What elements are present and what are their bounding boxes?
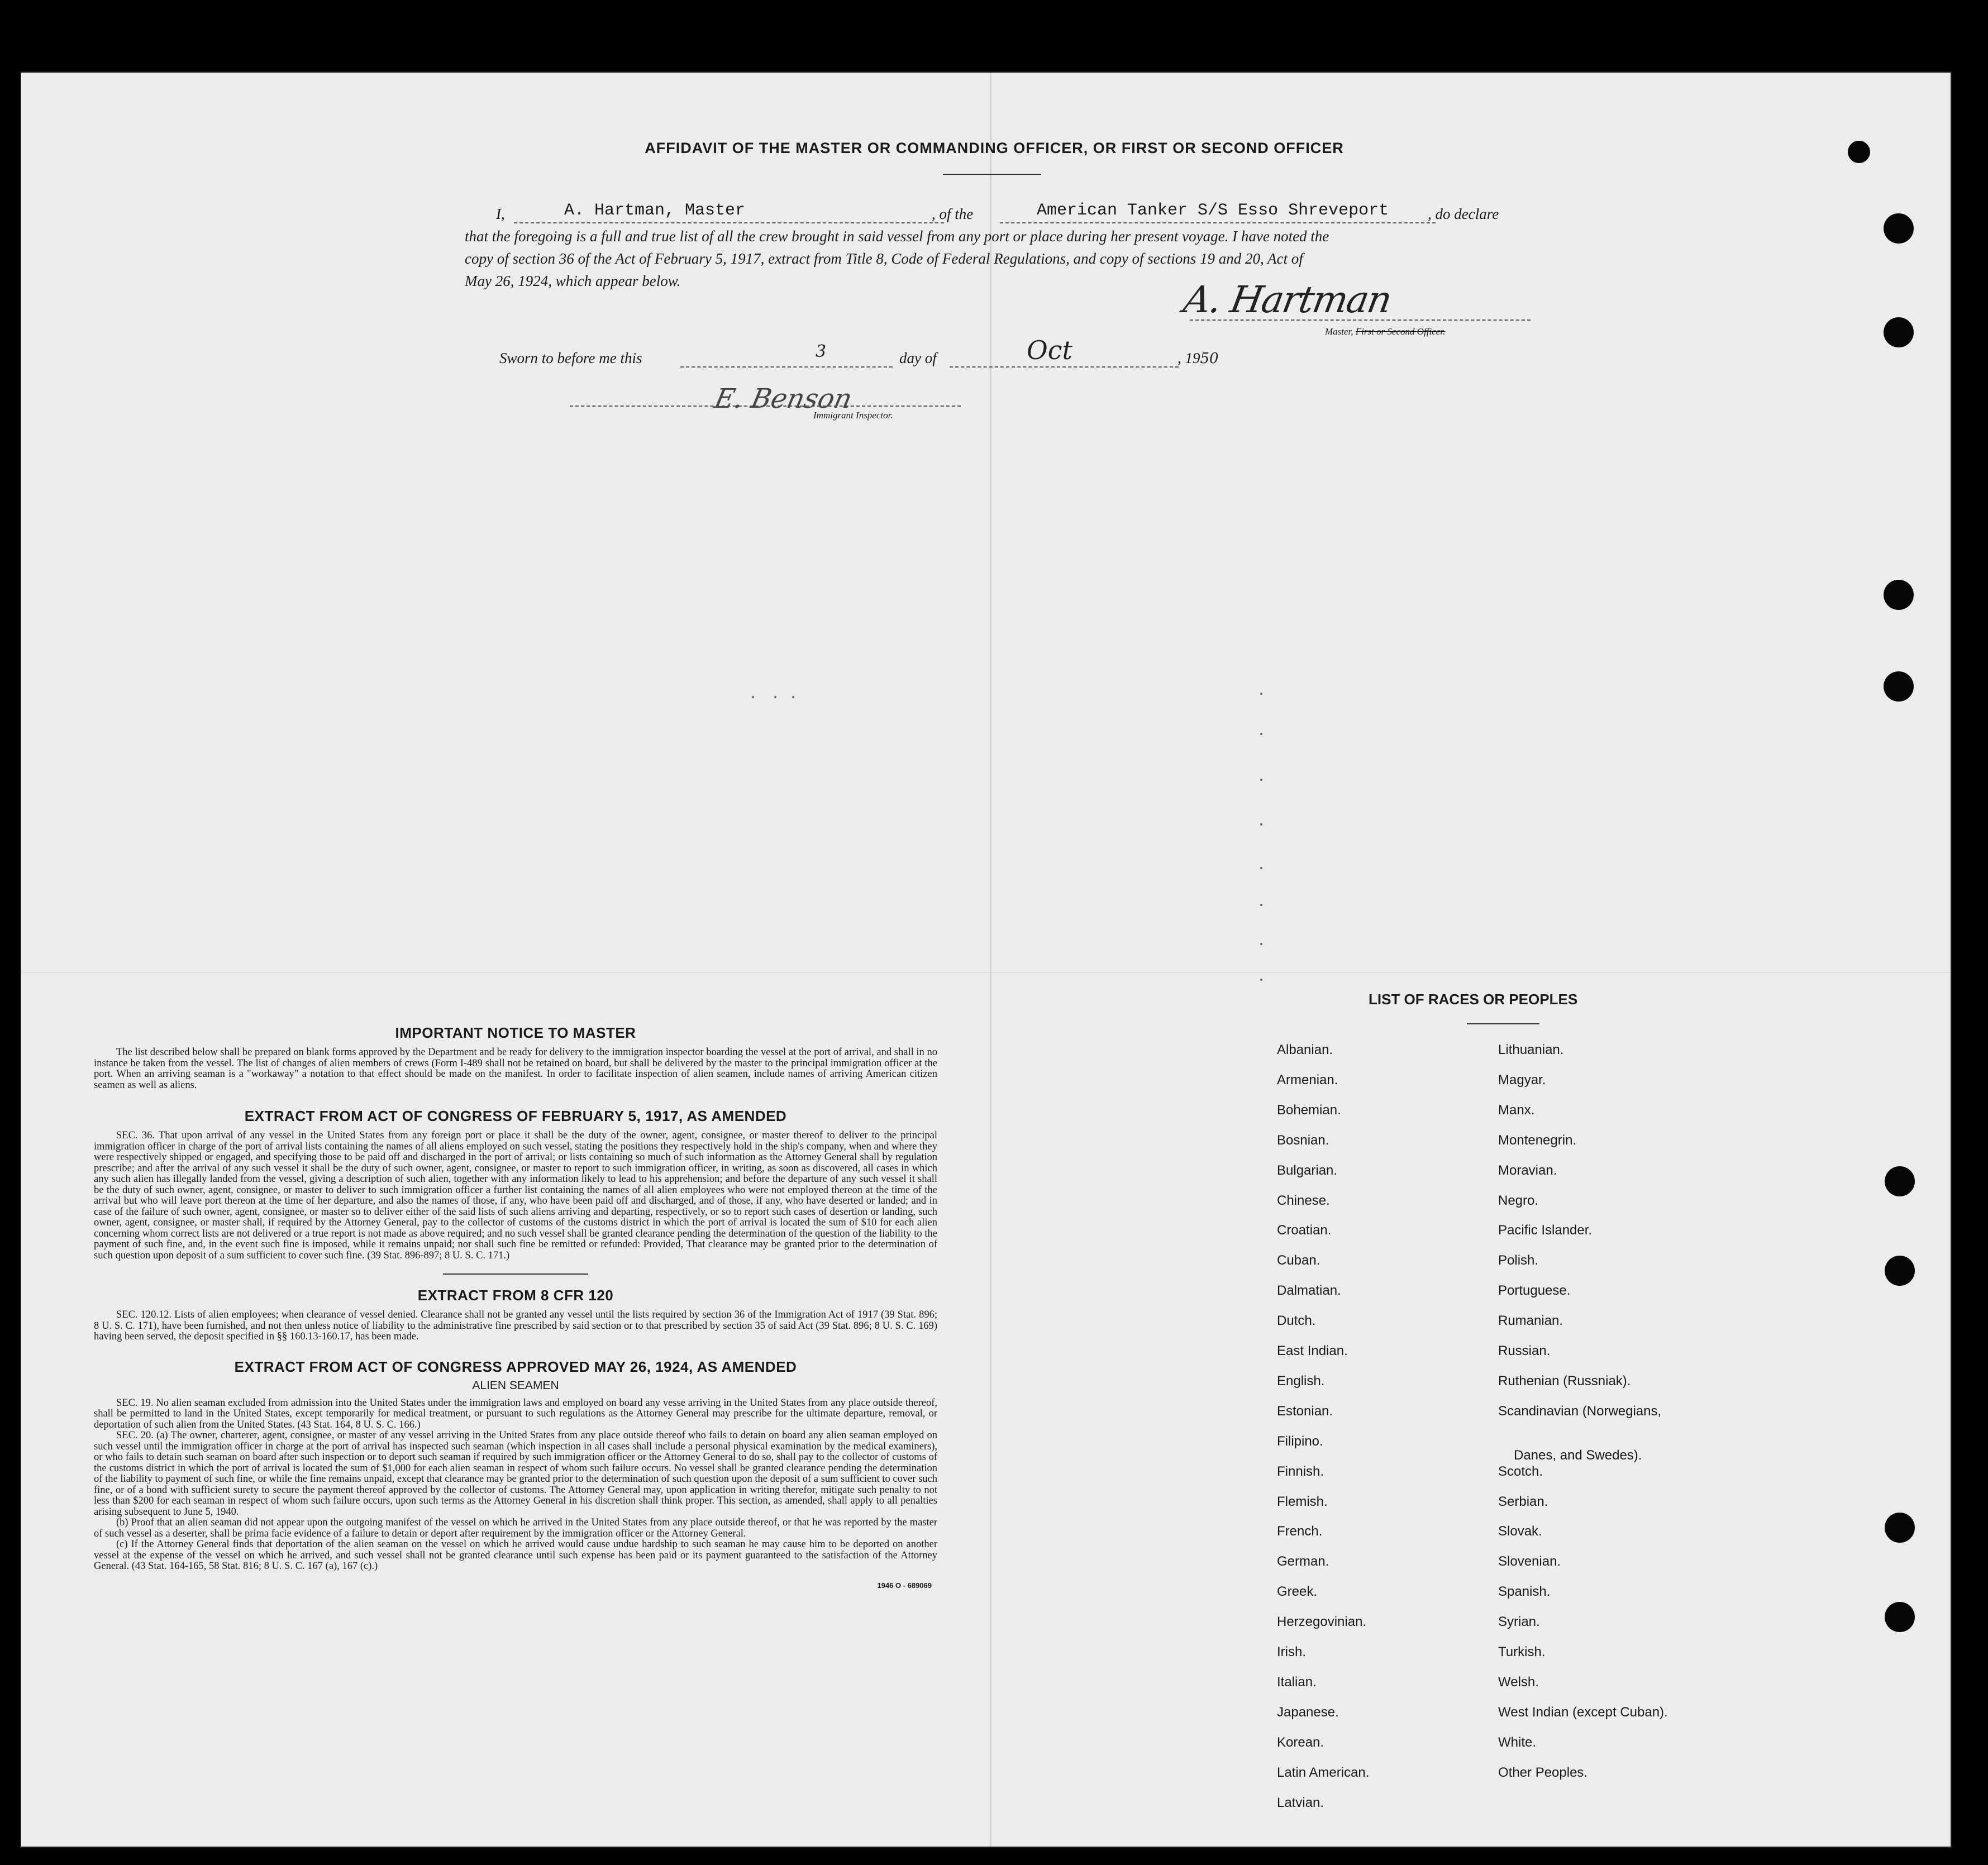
extract3-title: EXTRACT FROM ACT OF CONGRESS APPROVED MAY 26, 1924, AS AMENDED [234,1358,797,1375]
day-of-label: day of [899,350,937,366]
race-item: Spanish. [1498,1584,1551,1600]
vessel-name: American Tanker S/S Esso Shreveport [1037,201,1389,220]
extract3-para: SEC. 20. (a) The owner, charterer, agent, consignee, or master of any vessel arriving in the United States from any place outside thereof who fails to detain on board any alien seaman employed on such vessel until the immigration officer in charge at the port of arrival has inspected such seaman (which inspection in all cases shall include a personal physical examination by the medical examiners), or who fails to detain such seaman on board after such inspection or to deport such seaman if required by such immigration officer or the Attorney General to do so, shall pay to the collector of customs of the customs district in which the port of arrival is located the sum of $1,000 for each alien seaman in respect of whom such failure occurs. No vessel shall be granted clearance pending the determination of the liability to payment of such fine, or while the fine remains unpaid, except that clearance may be granted prior to the determination of such question upon the deposit of a sum sufficient to cover such fine, or of a bond with sufficient surety to secure the payment thereof approved by the collector of customs. The Attorney General may, upon application in writing therefor, mitigate such penalty to not less than $200 for each seaman in respect of whom such failure occurs, upon such terms as the Attorney General in his discretion shall think proper. This section, as amended, shall apply to all penalties arising subsequent to June 5, 1940. [94,1430,937,1518]
race-item: Dutch. [1277,1313,1316,1329]
binder-hole [1885,1166,1915,1196]
race-item: Slovenian. [1498,1554,1561,1570]
races-rule [1467,1023,1539,1024]
race-item: Bosnian. [1277,1132,1329,1148]
binder-hole [1885,1602,1915,1632]
race-item: Danes, and Swedes). [1514,1447,1642,1463]
speck [1260,867,1262,869]
race-item: Estonian. [1277,1403,1333,1419]
binder-hole [1885,1256,1915,1286]
sworn-day: 3 [816,342,827,361]
races-title: LIST OF RACES OR PEOPLES [1369,991,1578,1008]
notice-column [94,1024,937,1590]
speck [1260,823,1262,826]
race-item: Cuban. [1277,1253,1320,1268]
race-item: East Indian. [1277,1343,1348,1358]
race-item: Irish. [1277,1644,1307,1659]
caption-struck: First or Second Officer. [1355,326,1446,337]
binder-hole [1885,1513,1915,1543]
title-rule [943,174,1041,175]
extract3-para: (b) Proof that an alien seaman did not appear upon the outgoing manifest of the vessel on which he arrived in the United States from any place outside thereof, or that he was reported by the master of such vessel as a deserter, shall be prima facie evidence of a failure to detain or deport after requirement by the immigration officer or the Attorney General. [94,1517,937,1539]
affidavit-body-line: copy of section 36 of the Act of February 5, 1917, extract from Title 8, Code of Federal Regulations, and copy of sections 19 and 20, Act of [465,250,1303,267]
race-item: Greek. [1277,1584,1318,1600]
race-item: Italian. [1277,1674,1317,1690]
race-item: Flemish. [1277,1494,1328,1509]
race-item: Dalmatian. [1277,1283,1341,1299]
race-item: Croatian. [1277,1223,1332,1238]
master-signature: A. Hartman [1180,278,1394,321]
notice-title: IMPORTANT NOTICE TO MASTER [395,1024,636,1041]
race-item: Other Peoples. [1498,1764,1588,1780]
extract3-subtitle: ALIEN SEAMEN [472,1379,559,1392]
race-item: White. [1498,1734,1537,1750]
sworn-year: 50 [1200,350,1219,367]
race-item: Portuguese. [1498,1283,1571,1299]
race-item: Albanian. [1277,1042,1333,1057]
year-label [1177,350,1219,367]
speck [1260,779,1262,781]
race-item: French. [1277,1524,1323,1539]
race-item: West Indian (except Cuban). [1498,1704,1668,1720]
extract1-body: SEC. 36. That upon arrival of any vessel in the United States from any foreign port or place it shall be the duty of the owner, agent, consignee, or master thereof to deliver to the principal immigration officer in charge of the port of arrival lists containing the names of all aliens employed on such vessel, stating the positions they respectively hold in the ship's company, when and where they were respectively shipped or engaged, and specifying those to be paid off and discharged in the port of arrival; or lists containing so much of such information as the Attorney General shall by regulation prescribe; and after the arrival of any such vessel it shall be the duty of such owner, agent, consignee, or master to report to such immigration officer, in writing, as soon as discovered, all cases in which any such alien has illegally landed from the vessel, giving a description of such alien, together with any information likely to lead to his apprehension; and before the departure of any such vessel it shall be the duty of such owner, agent, consignee, or master to deliver to such immigration officer a further list containing the names of all alien employees who were not employed thereon at the time of the arrival but who will leave port thereon at the time of her departure, and also the names of those, if any, who have been paid off and discharged, and of those, if any, who have deserted or landed; and in case of the failure of such owner, agent, consignee, or master so to deliver either of the said lists of such aliens arriving and departing, respectively, or so to report such cases of desertion or landing, such owner, agent, consignee, or master shall, if required by the Attorney General, pay to the collector of customs of the customs district in which the port of arrival is located the sum of $10 for each alien concerning whom correct lists are not delivered or a true report is not made as above required; and no such vessel shall be granted clearance pending the determination of the question of the liability to the payment of such fine, and, in the event such fine is imposed, while it remains unpaid; nor shall such fine be remitted or refunded: Provided, That clearance may be granted prior to the determination of such question upon deposit of a sum sufficient to cover such fine. (39 Stat. 896-897; 8 U. S. C. 171.) [94,1130,937,1261]
affidavit-title: AFFIDAVIT OF THE MASTER OR COMMANDING OFFICER, OR FIRST OR SECOND OFFICER [645,140,1344,156]
race-item: German. [1277,1554,1329,1570]
binder-hole [1884,580,1914,610]
race-item: Chinese. [1277,1193,1330,1208]
signature-line [1190,319,1531,321]
race-item: Serbian. [1498,1494,1548,1509]
race-item: Negro. [1498,1193,1539,1208]
race-item: Montenegrin. [1498,1132,1577,1148]
affidavit-body-line: that the foregoing is a full and true list of all the crew brought in said vessel from any port or place during her present voyage. I have noted the [465,228,1329,245]
extract1-title: EXTRACT FROM ACT OF CONGRESS OF FEBRUARY 5, 1917, AS AMENDED [244,1108,787,1124]
race-item: Japanese. [1277,1704,1339,1720]
binder-hole [1884,213,1914,244]
extract2-body: SEC. 120.12. Lists of alien employees; when clearance of vessel denied. Clearance shall not be granted any vessel until the lists required by section 36 of the Immigration Act of 1917 (39 Stat. 896; 8 U. S. C. 171), have been furnished, and not then unless notice of liability to the administrative fine prescribed by said section or to that prescribed by section 35 of said Act (39 Stat. 896; 8 U. S. C. 169) having been served, the deposit specified in §§ 160.13-160.17, has been made. [94,1309,937,1342]
binder-hole [1884,671,1914,702]
inspector-caption: Immigrant Inspector. [813,410,893,421]
race-item: Armenian. [1277,1072,1338,1087]
day-line [680,366,893,368]
inspector-signature: E. Benson [712,383,855,414]
affidavit-i: I, [496,206,505,222]
binder-hole [1848,141,1870,163]
race-item: Moravian. [1498,1162,1557,1178]
race-item: Russian. [1498,1343,1551,1358]
speck [1260,904,1262,906]
extract3-para: SEC. 19. No alien seaman excluded from admission into the United States under the immigration laws and employed on board any vesse arriving in the United States from any place outside thereof, shall be permitted to land in the United States, except temporarily for medical treatment, or pursuant to such regulations as the Attorney General may prescribe for the ultimate departure, removal, or deportation of such alien from the United States. (43 Stat. 164, 8 U. S. C. 166.) [94,1397,937,1430]
master-name-line [514,222,944,223]
section-rule [443,1273,588,1275]
extract3-para: (c) If the Attorney General finds that deportation of the alien seaman on the vessel on which he arrived would cause undue hardship to such seaman he may cause him to be deported on another vessel at the expense of the vessel on which he arrived, and such vessel shall not be granted clearance until such expense has been paid or its payment guaranteed to the satisfaction of the Attorney General. (43 Stat. 164-165, 58 Stat. 816; 8 U. S. C. 167 (a), 167 (c).) [94,1539,937,1572]
race-item: Pacific Islander. [1498,1223,1593,1238]
race-item: Syrian. [1498,1614,1540,1630]
speck [1260,733,1262,735]
race-item: English. [1277,1373,1325,1389]
race-item: Magyar. [1498,1072,1546,1087]
speck [774,696,776,698]
race-item: Bulgarian. [1277,1162,1338,1178]
race-item: Ruthenian (Russniak). [1498,1373,1631,1389]
do-declare-label: , do declare [1428,206,1499,222]
page-crease [20,972,1952,973]
speck [792,696,794,698]
master-name: A. Hartman, Master [564,201,746,220]
race-item: Finnish. [1277,1463,1324,1479]
month-line [950,366,1179,368]
sworn-label: Sworn to before me this [499,350,642,366]
race-item: Scandinavian (Norwegians, [1498,1403,1662,1419]
of-the-label: , of the [932,206,974,222]
speck [752,696,754,698]
race-item: Slovak. [1498,1524,1542,1539]
notice-body: The list described below shall be prepared on blank forms approved by the Department and be ready for delivery to the immigration inspector boarding the vessel at the port of arrival, and shall in no instance be taken from the vessel. The list of changes of alien members of crews (Form I-489 shall not be retained on board, but shall be delivered by the master to the principal immigration officer at the port. When an arriving seaman is a "workaway" a notation to that effect should be made on the manifest. In order to facilitate inspection of alien seamen, include names of arriving American citizen seamen as well as aliens. [94,1047,937,1091]
race-item: Filipino. [1277,1433,1323,1449]
page-fold [990,71,991,1848]
race-item: Korean. [1277,1734,1324,1750]
binder-hole [1884,317,1914,347]
extract2-title: EXTRACT FROM 8 CFR 120 [417,1287,614,1304]
speck [1260,979,1262,981]
print-code: 1946 O - 689069 [877,1581,932,1590]
race-item: Manx. [1498,1102,1535,1118]
race-item: Herzegovinian. [1277,1614,1367,1630]
race-item: Turkish. [1498,1644,1546,1659]
race-item: Polish. [1498,1253,1539,1268]
race-item: Welsh. [1498,1674,1539,1690]
affidavit-body-line: May 26, 1924, which appear below. [465,273,681,289]
race-item: Bohemian. [1277,1102,1341,1118]
race-item: Latvian. [1277,1795,1324,1810]
speck [1260,693,1262,695]
race-item: Lithuanian. [1498,1042,1564,1057]
caption-master: Master, [1325,326,1356,337]
race-item: Scotch. [1498,1463,1543,1479]
signature-caption [1325,326,1445,337]
race-item: Latin American. [1277,1764,1370,1780]
vessel-line [1000,222,1436,223]
race-item: Rumanian. [1498,1313,1563,1329]
speck [1260,943,1262,945]
year-prefix: , 19 [1177,350,1200,366]
sworn-month: Oct [1027,335,1072,365]
